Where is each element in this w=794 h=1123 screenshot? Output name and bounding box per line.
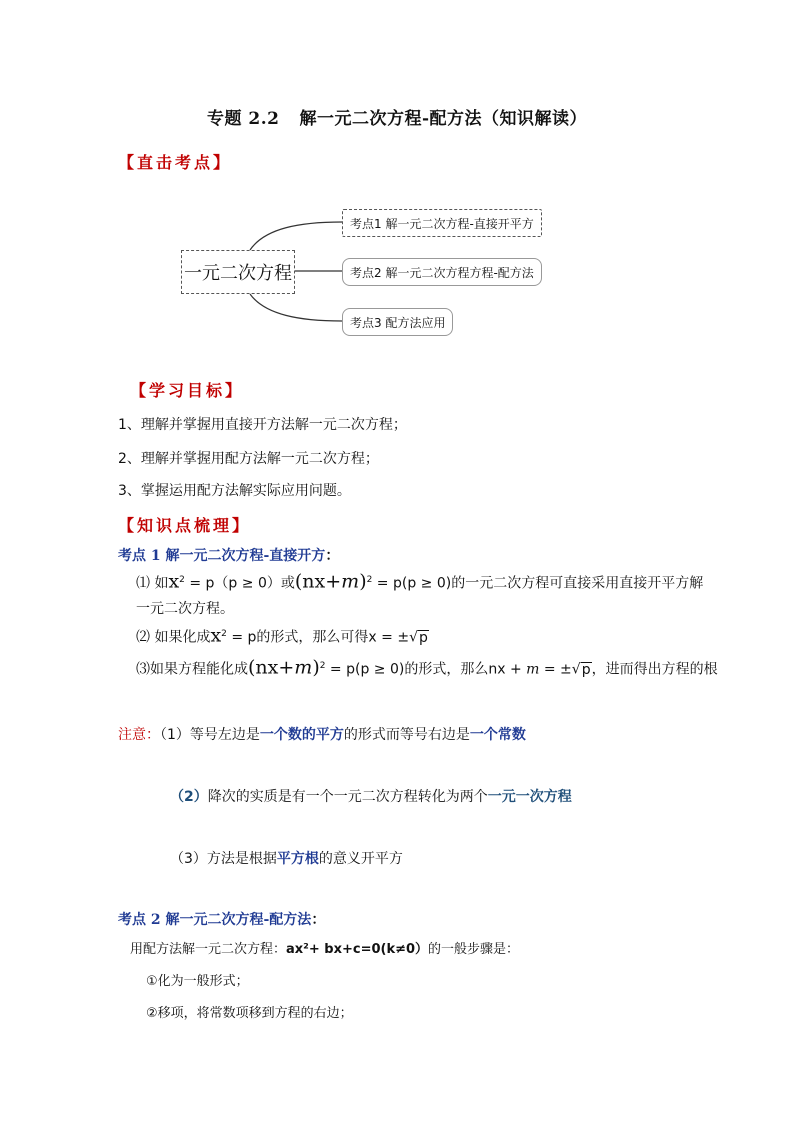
note-1 xyxy=(118,724,526,744)
kd2-intro-equation: ax²+ bx+c=0(k≠0） xyxy=(286,942,429,957)
math-sup: 2 xyxy=(319,661,326,671)
section-heading-kaodian: 【直击考点】 xyxy=(118,153,233,172)
kd1-item3-mid: = p(p ≥ 0)的形式，那么nx + xyxy=(325,661,527,678)
math-sup: 2 xyxy=(221,629,227,639)
note3-a: （3）方法是根据 xyxy=(170,851,277,867)
note1-highlight-1: 一个数的平方 xyxy=(259,727,344,743)
math-x: x xyxy=(210,624,222,647)
kd1-item-1-line2: 一元二次方程。 xyxy=(136,601,234,617)
sqrt-icon: √ xyxy=(409,629,418,646)
title-number: 专题 2.2 xyxy=(206,109,280,129)
mindmap-node-3: 考点3 配方法应用 xyxy=(342,308,453,336)
sqrt-radicand: p xyxy=(419,629,428,646)
kd2-intro-b: 的一般步骤是： xyxy=(428,942,520,957)
connector-3 xyxy=(250,294,342,321)
kd1-item1-prefix: ⑴ 如 xyxy=(136,575,169,592)
note1-highlight-2: 一个常数 xyxy=(469,727,526,743)
kd1-item3-prefix: ⑶如果方程能化成 xyxy=(136,661,248,678)
note-3 xyxy=(170,848,403,868)
math-sup: 2 xyxy=(179,575,185,585)
math-close: ) xyxy=(312,656,320,679)
note3-b: 的意义开平方 xyxy=(318,851,403,867)
kd1-item3-tail: ，进而得出方程的根 xyxy=(591,661,718,678)
note1-a: （1）等号左边是 xyxy=(160,727,260,743)
math-paren: (nx+ xyxy=(248,656,295,679)
title-text: 解一元二次方程-配方法（知识解读） xyxy=(299,109,588,129)
connector-1 xyxy=(250,222,342,250)
math-x: x xyxy=(168,570,180,593)
section-heading-goals: 【学习目标】 xyxy=(130,381,245,400)
note2-a: 降次的实质是有一个一元二次方程转化为两个 xyxy=(207,789,488,805)
section-heading-knowledge: 【知识点梳理】 xyxy=(118,516,252,535)
kd1-item2-prefix: ⑵ 如果化成 xyxy=(136,629,211,646)
kd1-item-2 xyxy=(136,620,429,652)
sqrt-icon: √ xyxy=(571,661,581,678)
kd1-heading-text: 考点 1 解一元二次方程-直接开方 xyxy=(118,548,326,564)
goal-item-1: 1、理解并掌握用直接开方法解一元二次方程； xyxy=(118,417,407,433)
kd1-item2-text: = p的形式，那么可得x = ± xyxy=(226,629,410,646)
kd2-heading-colon: ： xyxy=(311,912,326,928)
goal-item-3: 3、掌握运用配方法解实际应用问题。 xyxy=(118,483,351,499)
math-m: m xyxy=(294,656,313,679)
mindmap-node-2: 考点2 解一元二次方程方程-配方法 xyxy=(342,258,542,286)
math-m: m xyxy=(341,570,360,593)
kd1-item1-tail: = p(p ≥ 0)的一元二次方程可直接采用直接开平方解 xyxy=(372,575,704,592)
mindmap-node-1: 考点1 解一元二次方程-直接开平方 xyxy=(342,209,542,237)
mindmap-center: 一元二次方程 xyxy=(181,250,295,294)
kd2-step-1: ①化为一般形式； xyxy=(146,974,249,989)
kd2-intro xyxy=(130,938,519,957)
kd1-item-1 xyxy=(136,566,703,598)
math-paren: (nx+ xyxy=(294,570,342,593)
kd2-heading-text: 考点 2 解一元二次方程-配方法 xyxy=(118,912,312,928)
kd2-heading xyxy=(118,909,325,929)
note2-highlight: 一元一次方程 xyxy=(487,789,572,805)
note1-b: 的形式而等号右边是 xyxy=(343,727,470,743)
sqrt-radicand: p xyxy=(581,661,591,678)
kd2-step-2: ②移项，将常数项移到方程的右边； xyxy=(146,1006,353,1021)
note-label: 注意： xyxy=(118,727,160,743)
note3-highlight: 平方根 xyxy=(276,851,319,867)
goal-item-2: 2、理解并掌握用配方法解一元二次方程； xyxy=(118,451,379,467)
math-sup: 2 xyxy=(366,575,373,585)
note-2 xyxy=(170,786,572,806)
note2-number: （2） xyxy=(170,789,208,805)
kd1-heading xyxy=(118,545,339,565)
math-m: m xyxy=(526,661,540,678)
math-close: ) xyxy=(359,570,367,593)
kd1-item-3 xyxy=(136,652,718,684)
kd1-heading-colon: ： xyxy=(325,548,340,564)
kd1-item3-pm: = ± xyxy=(539,661,572,678)
kd2-intro-a: 用配方法解一元二次方程： xyxy=(130,942,287,957)
kd1-item1-cond: = p（p ≥ 0）或 xyxy=(184,575,295,592)
